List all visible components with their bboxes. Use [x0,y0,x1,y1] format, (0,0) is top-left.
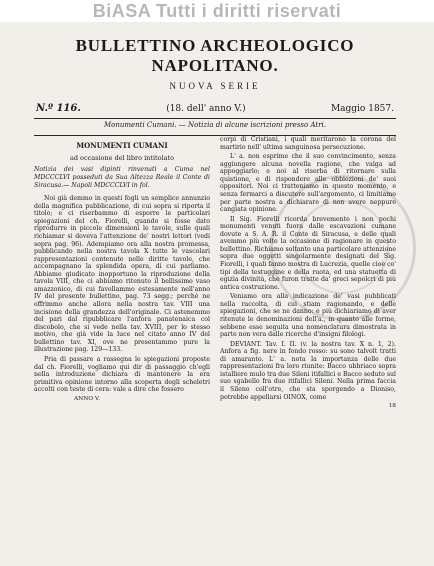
document-page [34,28,396,560]
issue-number: N.º 116. [36,103,81,114]
watermark-banner: BiASA Tutti i diritti riservati [0,0,434,22]
issue-line [34,103,396,114]
right-column [220,136,396,410]
left-column [34,136,210,410]
left-paragraph-2: Pria di passare a rassegna le spiegazioni proposte dal ch. Fiorelli, vogliamo qui dir di passaggio ch'egli nella introduzione dichiara di mantenere la era primitiva opinione intorno alla scoperta degli scheletri accolti con teste di cera: vale a dire che fossero [34,355,210,394]
issue-summary: Monumenti Cumani. — Notizia di alcune iscrizioni presso Atri. [103,121,327,129]
journal-subtitle: NUOVA SERIE [169,81,261,91]
left-paragraph-1: Noi già demmo in questi fogli un semplice annunzio della magnifica pubblicazione, di cui sopra si riporta il titolo; e ci riserbammo di esporre le particolari spiegazioni del ch. Fiorelli, quando si fosse dato riprodurre in piccole dimensioni le tavole, sulle quali richiamar si doveva l'attenzione de' nostri lettori (vedi sopra pag. 96). Adempiamo ora alla nostra promessa, pubblicando nella nostra tavola X tutte le vascolari rappresentazioni contenute nelle diritte tavole, che accompagnano la splendida opera, di cui parliamo. Abbiamo giudicato inopportuno la riproduzione della tavola VIII, che ci abbiamo ritenuto il bellissimo vaso amazzonico, di cui favellammo estesamente nell'anno IV del presente bullettino, pag. 73 segg.; perchè ne offrimmo anche allora nella nostra tav. VIII una incisione della grandezza dell'originale. Ci astenemmo del pari dal ripubblicare l'anfora panatenaica col discobolo, che si vede nella tav. XVIII, per lo stesso motivo, che già vide la luce nel citato anno IV del bullettino tav. XI, ove ne presentammo pure la illustrazione pag. 129—133. [34,195,210,354]
issue-year: (18. dell' anno V.) [166,104,246,114]
right-paragraph-3: Il Sig. Fiorelli ricorda brevemente i non pochi monumenti venuti fuora dalle escavazioni cumane dovute a S. A. R. il Conte di Siracusa, e delle quali avemmo più volte la occasione di ragionare in questo bullettino. Richiamo soltanto una particolare attenzione sopra due oggetti singolarmente designati del Sig. Fiorelli, i quali fanno mostra di Lucrezia, quelle cioè co' tipi della testuggine e della ruota, ed una statuetta di egizia divinità, che furon tratte da' greci sepolcri di più antica costruzione. [220,215,396,291]
right-paragraph-4: Veniamo ora alla indicazione de' vasi pubblicati nella raccolta, di cui stiam ragionando, e delle spiegazioni, che se ne danno: e più dichiariamo di aver ritenute le denominazioni dell'a., in quanto alle forme, sebbene esse seguita una nomenclatura dimostrata in parte non vera dalle ricerche d'insigni filologi. [220,293,396,339]
issue-date: Maggio 1857. [330,104,394,114]
right-paragraph-2: L' a. non esprime che il suo convincimento, senza aggiungere alcuna novella ragione, che valga ad appoggiarlo; e noi al riserba di ritornare sulla quistione, e di rispondere alle obbiezioni de' suoi oppositori. Noi ci tratteniamo in questo momento, e senza fermarci a discutere sull'argomento, ci limitiamo per parte nostra a dichiarare di non avere neppure cangiata opinione. [220,153,396,214]
article-subheading: ad occasione del libro intitolato [69,153,175,162]
right-paragraph-1: corpi di Cristiani, i quali meritarono la corona del martirio nell' ultima sanguinosa persecuzione. [220,136,396,151]
text-columns [34,136,396,410]
left-footer: ANNO V. [74,395,100,402]
book-title-notice: Notizia dei vasi dipinti rinvenuti a Cuma nel MDCCCLVI posseduti da Sua Altezza Reale il Conte di Siracusa.— Napoli MDCCCLVI in fol. [34,166,210,189]
journal-title: BULLETTINO ARCHEOLOGICO NAPOLITANO. [75,36,355,75]
page-number: 18 [388,403,396,410]
right-paragraph-5: DEVIANT. Tav. I. II. (v. la nostra tav. X n. 1, 2). Anfora a fig. nere in fondo rosso: su sono talvolt tratti di amaranto. L' a. nota la importanza delle due rappresentazioni fra loro riunite: Bacco ubbriaco sopra istalliere mulo tra due Sileni itifallici e Bacco seduto sul suo sgabello fra due itifallici Sileni. Nella prima faccia il Sileno coll'otre, che sta sporgendo a Dioniso, potrebbe appellarsi OINOX, come [220,340,396,401]
article-heading: MONUMENTI CUMANI [76,141,168,150]
